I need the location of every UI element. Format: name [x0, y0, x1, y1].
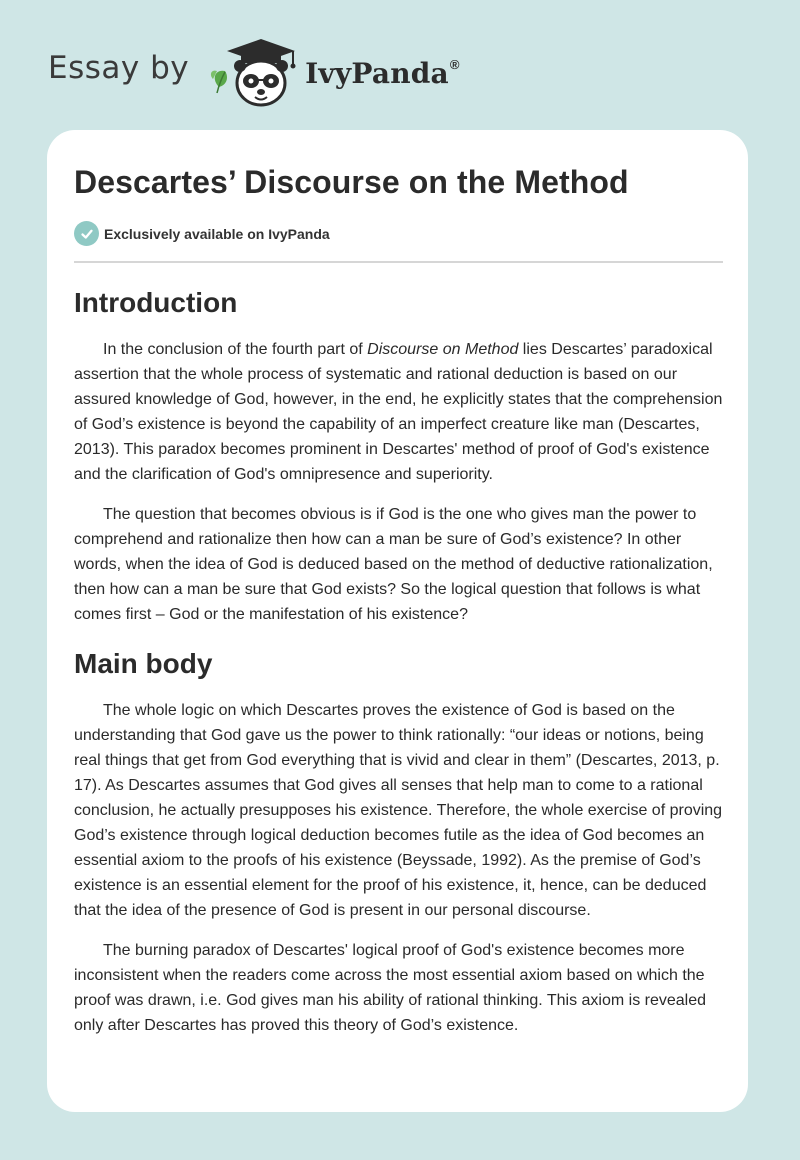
- paragraph: The question that becomes obvious is if God is the one who gives man the power to comprehend and rationalize then how can a man be sure of God’s existence? In other words, when the idea of God is deduced based on the method of deductive rationalization, then how can a man be sure that God exists? So the logical question that follows is what comes first – God or the manifestation of his existence?: [74, 506, 713, 623]
- exclusive-label: Exclusively available on IvyPanda: [104, 225, 330, 242]
- check-circle-icon: [74, 221, 99, 246]
- book-title: Discourse on Method: [367, 341, 519, 358]
- paragraph: The whole logic on which Descartes proves the existence of God is based on the understanding that God gave us the power to think rationally: “our ideas or notions, being real things that get from God everything that is vivid and clear in them” (Descartes, 2013, p. 17). As Descartes assumes that God gives all senses that help man to come to a rational conclusion, he actually presupposes his existence. Therefore, the whole exercise of proving God’s existence through logical deduction becomes futile as the idea of God becomes an essential axiom to the proofs of his existence (Beyssade, 1992). As the premise of God’s existence is an essential element for the proof of his existence, it, hence, can be deduced that the idea of the presence of God is present in our personal discourse.: [74, 702, 723, 919]
- page-title: Descartes’ Discourse on the Method: [74, 164, 629, 200]
- panda-graduate-icon[interactable]: [205, 35, 301, 109]
- paragraph: In the conclusion of the fourth part of Discourse on Method lies Descartes’ paradoxical assertion that the whole process of systematic and rational deduction is based on our assured knowledge of God, however, in the end, he explicitly states that the comprehension of God’s existence is beyond the capability of an imperfect creature like man (Descartes, 2013). This paradox becomes prominent in Descartes' method of proof of God's existence and the clarification of God's omnipresence and superiority.: [74, 341, 723, 483]
- essay-card: [47, 130, 748, 1112]
- site-header: [48, 36, 460, 108]
- divider: [74, 261, 723, 263]
- exclusive-badge: [74, 221, 330, 246]
- article-body: [74, 285, 726, 1038]
- brand-name[interactable]: IvyPanda®: [305, 56, 460, 90]
- section-heading-introduction: Introduction: [74, 287, 238, 318]
- essay-by-label: Essay by: [48, 50, 190, 86]
- trademark: ®: [449, 56, 460, 72]
- section-heading-main-body: Main body: [74, 648, 213, 679]
- paragraph: The burning paradox of Descartes' logical proof of God's existence becomes more inconsistent when the readers come across the most essential axiom based on which the proof was drawn, i.e. God gives man his ability of rational thinking. This axiom is revealed only after Descartes has proved this theory of God’s existence.: [74, 942, 707, 1034]
